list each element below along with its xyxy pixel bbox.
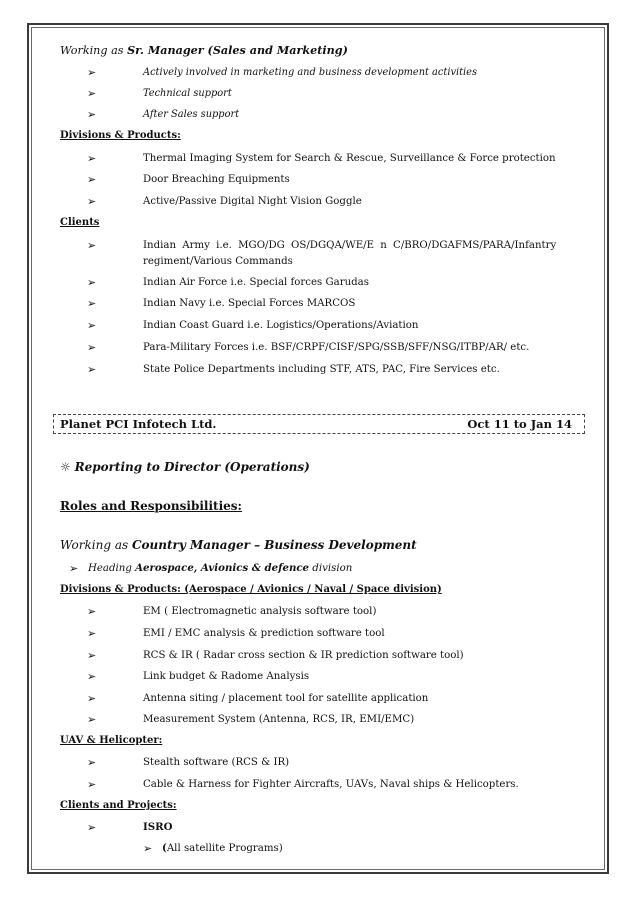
company-name: Planet PCI Infotech Ltd.: [60, 417, 217, 431]
employment-dates: Oct 11 to Jan 14: [467, 417, 572, 431]
bullet-arrow-icon: ➢: [87, 239, 97, 252]
bullet-arrow-icon: ➢: [87, 341, 97, 354]
bullet-arrow-icon: ➢: [87, 319, 97, 332]
clients-heading: Clients and Projects:: [60, 800, 177, 811]
bullet-arrow-icon: ➢: [87, 297, 97, 310]
uav-heading: UAV & Helicopter:: [60, 735, 163, 746]
product-item: Door Breaching Equipments: [143, 174, 290, 185]
role-prefix: Working as: [60, 44, 124, 57]
duty-item: Actively involved in marketing and business development activities: [143, 67, 478, 78]
heading-line: [88, 562, 352, 575]
heading-prefix: Heading: [88, 563, 132, 574]
duty-item: Technical support: [143, 88, 232, 99]
bullet-arrow-icon: ➢: [87, 363, 97, 376]
product-item: Active/Passive Digital Night Vision Goggle: [143, 196, 362, 207]
client-item: Indian Navy i.e. Special Forces MARCOS: [143, 298, 356, 309]
clients-heading: Clients: [60, 217, 100, 228]
client-sub-paren: (: [162, 842, 167, 854]
heading-areas: Aerospace, Avionics & defence: [135, 562, 310, 574]
uav-item: Stealth software (RCS & IR): [143, 757, 290, 768]
uav-item: Cable & Harness for Fighter Aircrafts, UAVs, Naval ships & Helicopters.: [143, 779, 519, 790]
client-sub-text: All satellite Programs): [166, 843, 283, 854]
product-item: RCS & IR ( Radar cross section & IR prediction software tool): [143, 650, 464, 661]
roles-heading: Roles and Responsibilities:: [60, 499, 242, 513]
bullet-arrow-icon: ➢: [87, 173, 97, 186]
bullet-arrow-icon: ➢: [143, 842, 153, 855]
client-sub-item: [162, 842, 283, 855]
product-item: Antenna siting / placement tool for satellite application: [143, 693, 429, 704]
bullet-arrow-icon: ➢: [87, 713, 97, 726]
role-prefix: Working as: [60, 538, 129, 552]
bullet-arrow-icon: ➢: [87, 605, 97, 618]
client-item-continued: regiment/Various Commands: [143, 256, 293, 267]
product-item: Thermal Imaging System for Search & Rescue, Surveillance & Force protection: [143, 153, 556, 164]
divisions-heading: Divisions & Products:: [60, 130, 181, 141]
product-item: EM ( Electromagnetic analysis software tool): [143, 606, 377, 617]
client-item: Indian Coast Guard i.e. Logistics/Operations/Aviation: [143, 320, 419, 331]
product-item: Link budget & Radome Analysis: [143, 671, 310, 682]
reporting-text: Reporting to Director (Operations): [74, 460, 310, 474]
product-item: EMI / EMC analysis & prediction software tool: [143, 628, 385, 639]
bullet-arrow-icon: ➢: [87, 649, 97, 662]
bullet-arrow-icon: ➢: [87, 66, 97, 79]
divisions-heading: Divisions & Products: (Aerospace / Avionics / Naval / Space division): [60, 584, 442, 595]
client-item: ISRO: [143, 821, 173, 833]
role-line: [60, 43, 348, 57]
bullet-arrow-icon: ➢: [87, 692, 97, 705]
client-item: State Police Departments including STF, ATS, PAC, Fire Services etc.: [143, 364, 500, 375]
bullet-arrow-icon: ➢: [87, 778, 97, 791]
bullet-arrow-icon: ➢: [87, 152, 97, 165]
bullet-arrow-icon: ➢: [87, 821, 97, 834]
product-item: Measurement System (Antenna, RCS, IR, EMI/EMC): [143, 714, 415, 725]
client-item: Indian Army i.e. MGO/DG OS/DGQA/WE/E n C/BRO/DGAFMS/PARA/Infantry: [143, 240, 557, 251]
role-title: Country Manager – Business Development: [131, 538, 417, 552]
sun-icon: ☼: [60, 460, 71, 474]
reporting-line: [60, 460, 310, 474]
company-header: [53, 414, 585, 434]
page-border: [27, 23, 609, 874]
role-title: Sr. Manager (Sales and Marketing): [127, 43, 348, 57]
bullet-arrow-icon: ➢: [87, 756, 97, 769]
bullet-arrow-icon: ➢: [87, 108, 97, 121]
bullet-arrow-icon: ➢: [87, 670, 97, 683]
client-item: Indian Air Force i.e. Special forces Garudas: [143, 277, 369, 288]
bullet-arrow-icon: ➢: [87, 87, 97, 100]
bullet-arrow-icon: ➢: [69, 562, 79, 575]
bullet-arrow-icon: ➢: [87, 276, 97, 289]
bullet-arrow-icon: ➢: [87, 627, 97, 640]
bullet-arrow-icon: ➢: [87, 195, 97, 208]
heading-suffix: division: [312, 563, 353, 574]
client-item: Para-Military Forces i.e. BSF/CRPF/CISF/SPG/SSB/SFF/NSG/ITBP/AR/ etc.: [143, 342, 530, 353]
duty-item: After Sales support: [143, 109, 240, 120]
role-line: [60, 538, 417, 552]
